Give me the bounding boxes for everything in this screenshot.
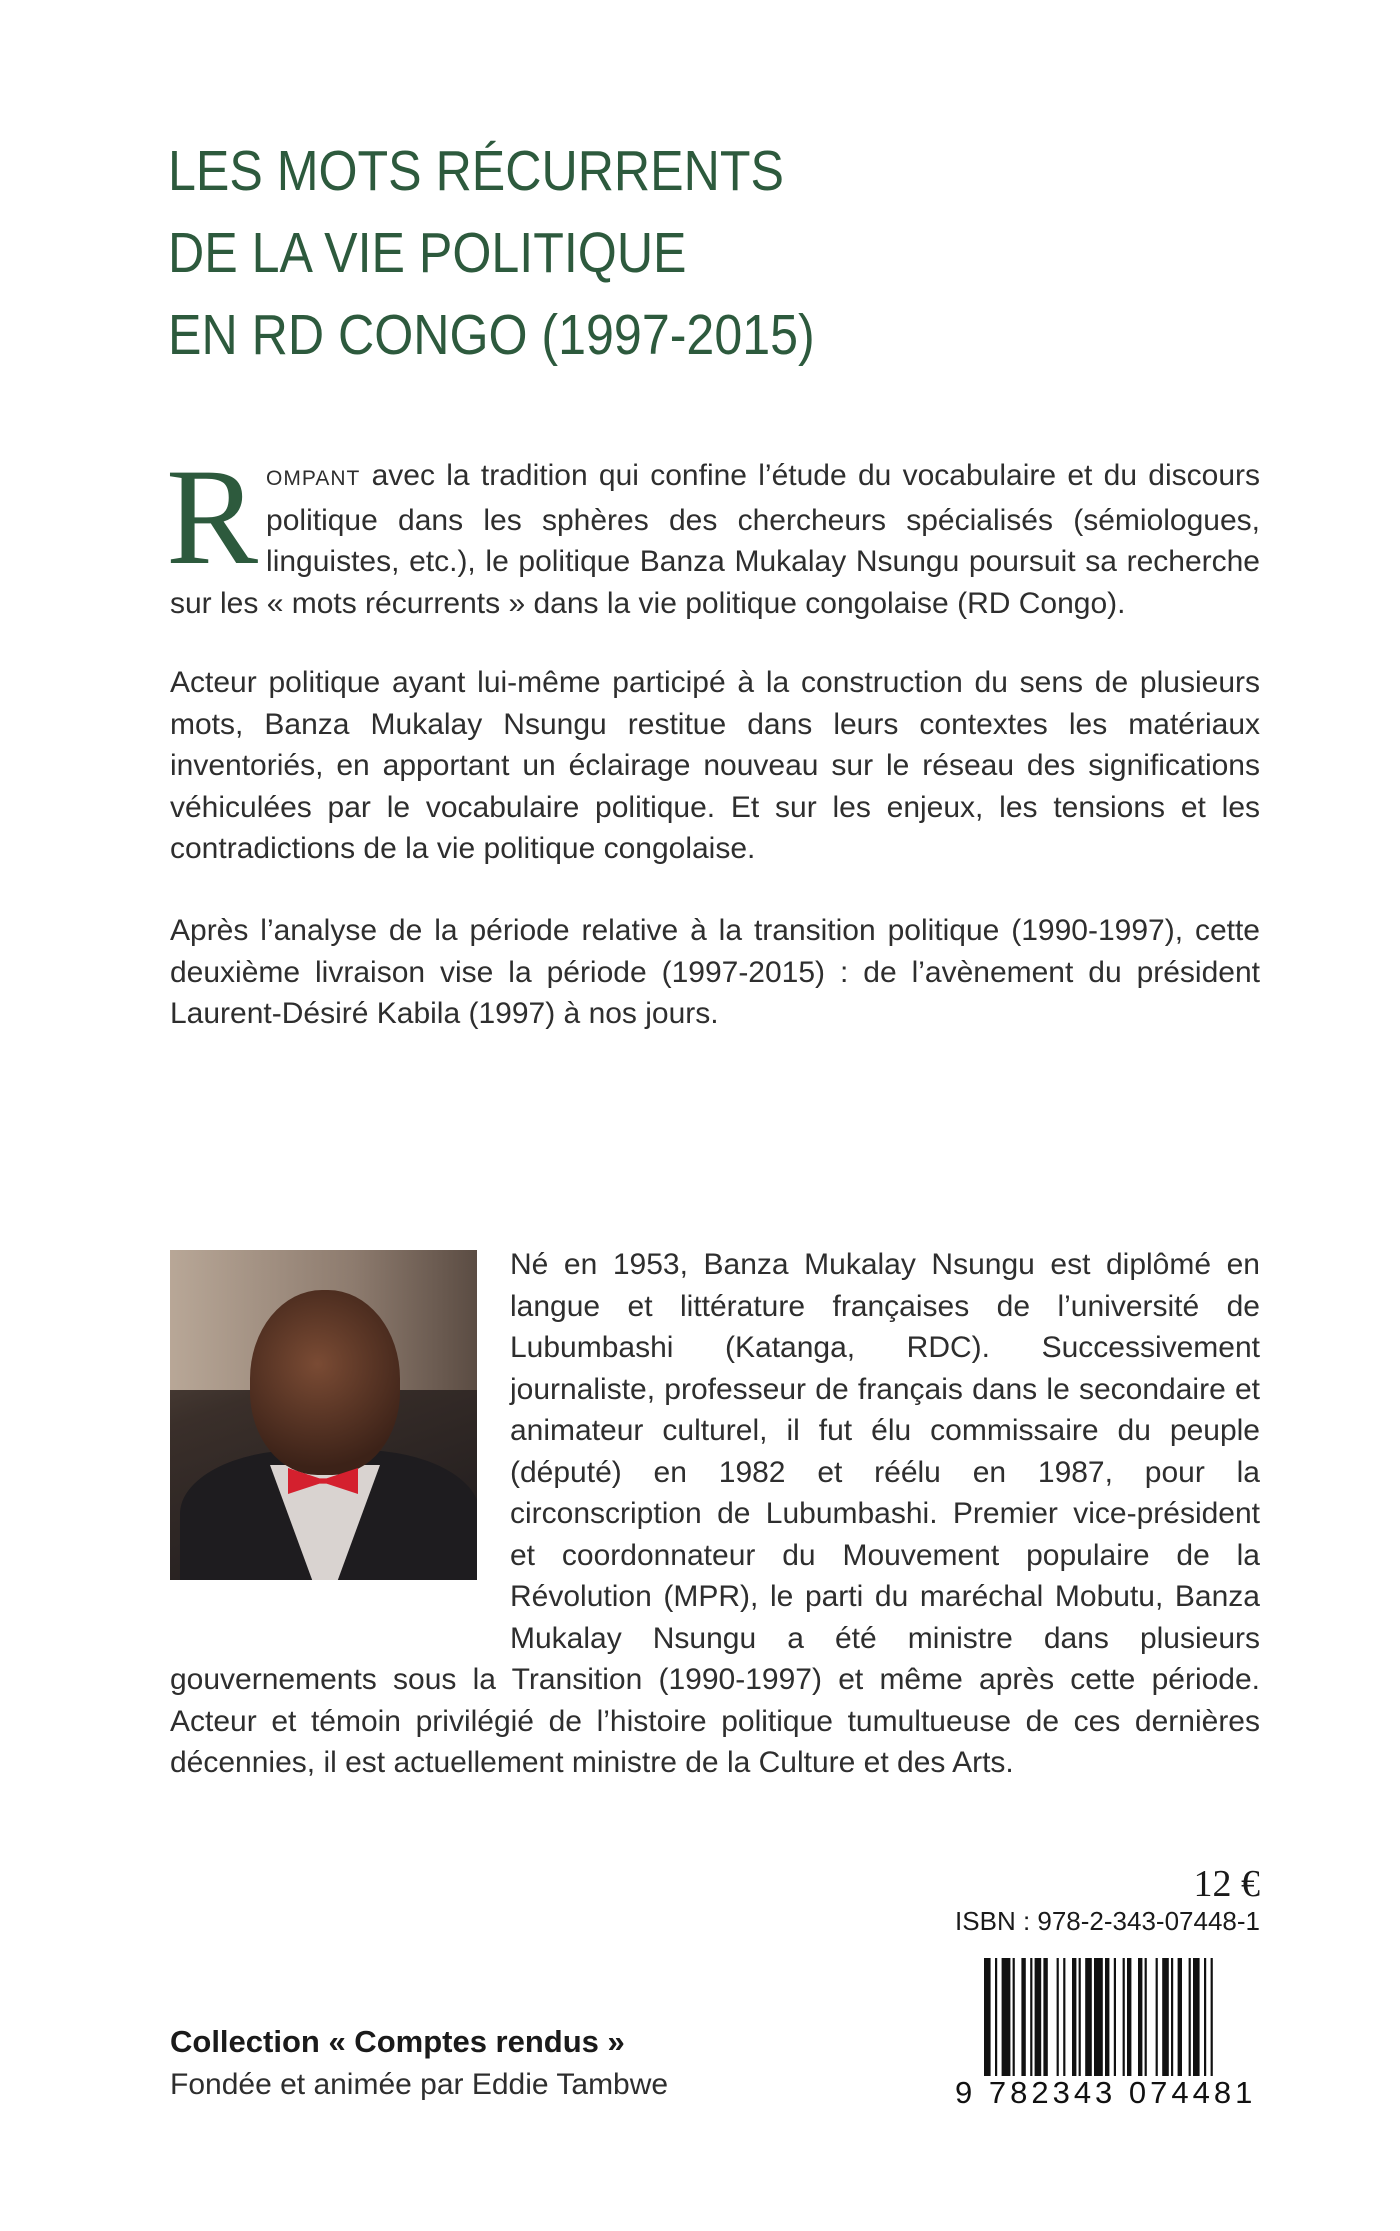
intro-paragraph (166, 440, 1260, 624)
intro-smallcaps: OMPANT (266, 467, 361, 490)
book-title (168, 130, 1048, 376)
paragraph-2: Acteur politique ayant lui-même participé à la construction du sens de plusieurs mots, Banza Mukalay Nsungu restitue dans leurs contextes les matériaux inventoriés, en apportant un éclairage nouveau sur le réseau des significations véhiculées par le vocabulaire politique. Et sur les enjeux, les tensions et les contradictions de la vie politique congolaise. (170, 666, 1260, 865)
collection-name: Collection « Comptes rendus » (170, 2024, 625, 2059)
drop-cap: R (166, 440, 259, 593)
price: 12 € (1193, 1863, 1260, 1905)
author-bio (170, 1244, 1260, 1784)
author-bio-text: Né en 1953, Banza Mukalay Nsungu est diplômé en langue et littérature françaises de l’université de Lubumbashi (Katanga, RDC). Successivement journaliste, professeur de français dans le secondaire et animateur culturel, il fut élu commissaire du peuple (député) en 1982 et réélu en 1987, pour la circonscription de Lubumbashi. Premier vice-président et coordonnateur du Mouvement populaire de la Révolution (MPR), le parti du maréchal Mobutu, Banza Mukalay Nsungu a été ministre dans plusieurs gouvernements sous la Transition (1990-1997) et même après cette période. Acteur et témoin privilégié de l’histoire politique tumultueuse de ces dernières décennies, il est actuellement ministre de la Culture et des Arts. (170, 1248, 1260, 1779)
barcode (982, 1958, 1262, 2158)
title-line-1: LES MOTS RÉCURRENTS (168, 139, 784, 203)
collection-founder: Fondée et animée par Eddie Tambwe (170, 2068, 669, 2101)
intro-text: avec la tradition qui confine l’étude du vocabulaire et du discours politique dans les sphères des chercheurs spécialisés (sémiologues, linguistes, etc.), le politique Banza Mukalay Nsungu poursuit sa recherche sur les « mots récurrents » dans la vie politique congolaise (RD Congo). (170, 459, 1260, 620)
isbn: ISBN : 978-2-343-07448-1 (955, 1906, 1260, 1936)
title-line-3: EN RD CONGO (1997-2015) (168, 303, 815, 367)
barcode-digits: 9 782343 074481 (955, 2075, 1257, 2110)
paragraph-3: Après l’analyse de la période relative à la transition politique (1990-1997), cette deuxième livraison vise la période (1997-2015) : de l’avènement du président Laurent-Désiré Kabila (1997) à nos jours. (170, 914, 1260, 1030)
title-line-2: DE LA VIE POLITIQUE (168, 221, 687, 285)
